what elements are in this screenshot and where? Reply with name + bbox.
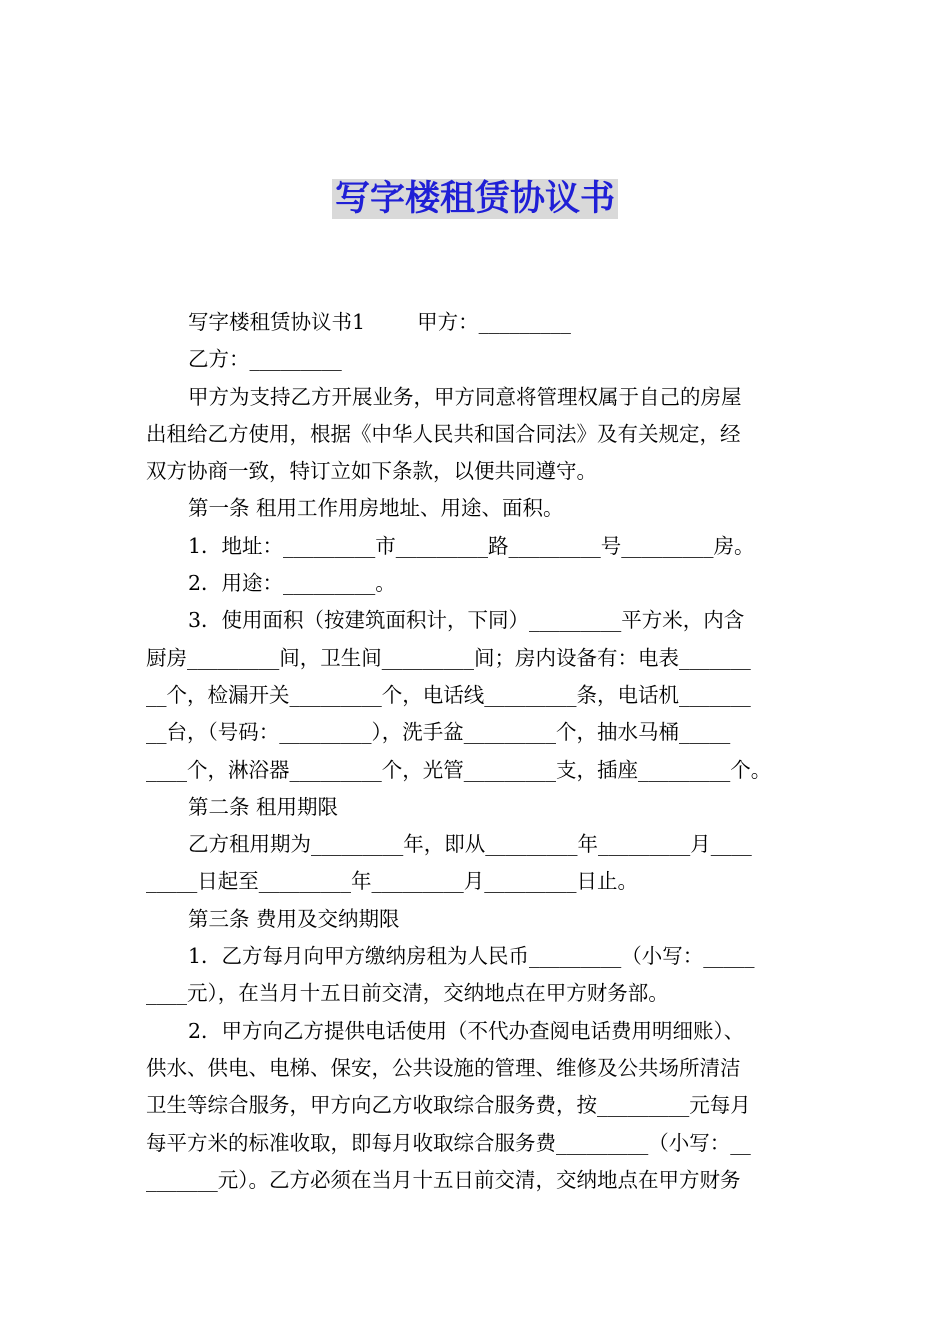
document-title-text: 写字楼租赁协议书 xyxy=(332,179,618,219)
paragraph-line: 乙方：_________ xyxy=(188,347,342,372)
paragraph-line: 写字楼租赁协议书1 甲方：_________ xyxy=(188,310,571,334)
section-heading: 第三条 费用及交纳期限 xyxy=(188,906,400,931)
paragraph-line: 厨房_________间，卫生间_________间；房内设备有：电表_______ xyxy=(146,645,751,670)
paragraph-line: __台，（号码：_________），洗手盆_________个，抽水马桶_____ xyxy=(146,720,731,745)
paragraph-line: ____个，淋浴器_________个，光管_________支，插座_________个。 xyxy=(146,757,772,782)
paragraph-line: 2．甲方向乙方提供电话使用（不代办查阅电话费用明细账）、 xyxy=(188,1018,745,1043)
paragraph-line: 甲方为支持乙方开展业务，甲方同意将管理权属于自己的房屋 xyxy=(188,384,742,409)
section-heading: 第二条 租用期限 xyxy=(188,794,339,819)
document-title xyxy=(0,176,950,222)
paragraph-line: 3．使用面积（按建筑面积计，下同）_________平方米，内含 xyxy=(188,608,745,633)
paragraph-line: 出租给乙方使用，根据《中华人民共和国合同法》及有关规定，经 xyxy=(146,421,741,446)
paragraph-line: 双方协商一致，特订立如下条款，以便共同遵守。 xyxy=(146,459,597,484)
paragraph-line: 乙方租用期为_________年，即从_________年_________月____ xyxy=(188,832,752,857)
section-heading: 第一条 租用工作用房地址、用途、面积。 xyxy=(188,496,564,521)
paragraph-line: 1．乙方每月向甲方缴纳房租为人民币_________（小写：_____ xyxy=(188,944,755,969)
paragraph-line: _______元）。乙方必须在当月十五日前交清，交纳地点在甲方财务 xyxy=(146,1167,741,1192)
paragraph-line: 2．用途：_________。 xyxy=(188,571,396,596)
paragraph-line: __个，检漏开关_________个，电话线_________条，电话机_______ xyxy=(146,682,751,707)
paragraph-line: 1．地址：_________市_________路_________号_________房。 xyxy=(188,533,755,558)
document-body xyxy=(146,304,814,1199)
paragraph-line: 卫生等综合服务，甲方向乙方收取综合服务费，按_________元每月 xyxy=(146,1093,751,1118)
paragraph-line: 供水、供电、电梯、保安，公共设施的管理、维修及公共场所清洁 xyxy=(146,1055,741,1080)
paragraph-line: ____元），在当月十五日前交清，交纳地点在甲方财务部。 xyxy=(146,981,669,1006)
paragraph-line: _____日起至_________年_________月_________日止。 xyxy=(146,869,638,894)
paragraph-line: 每平方米的标准收取，即每月收取综合服务费_________（小写：__ xyxy=(146,1130,751,1155)
